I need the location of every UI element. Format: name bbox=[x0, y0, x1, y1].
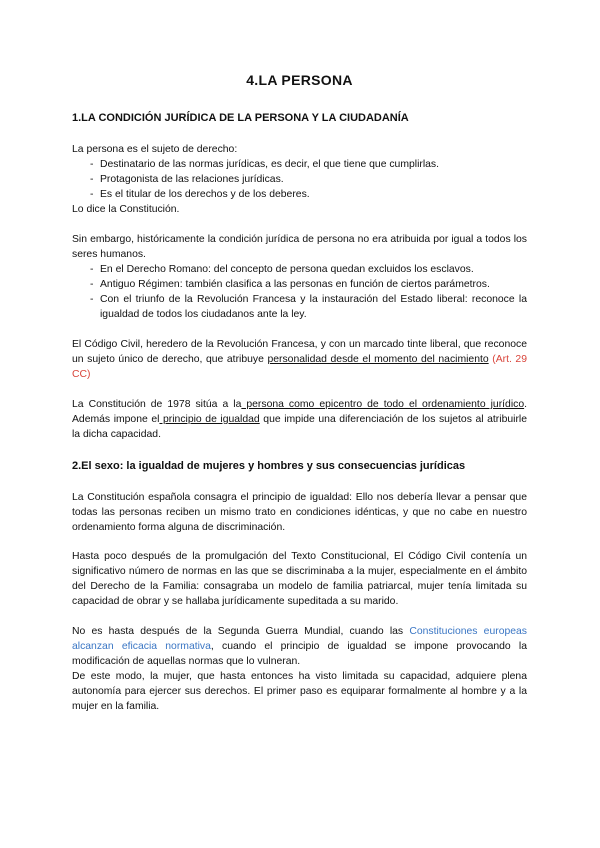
list-item: - Protagonista de las relaciones jurídicas. bbox=[90, 174, 284, 185]
section1-block2 bbox=[72, 232, 527, 322]
section1-list2 bbox=[72, 262, 527, 322]
list-item: - Con el triunfo de la Revolución Francesa y la instauración del Estado liberal: reconoce la igualdad de todos los ciudadanos ante la ley. bbox=[90, 294, 527, 320]
section1-para4: La Constitución de 1978 sitúa a la persona como epicentro de todo el ordenamiento jurídico. Además impone el principio de igualdad que impide una diferenciación de los sujetos al atribuirle la dicha capacidad. bbox=[72, 399, 527, 440]
section1-list1 bbox=[72, 157, 527, 202]
section2-heading: 2.El sexo: la igualdad de mujeres y hombres y sus consecuencias jurídicas bbox=[72, 460, 466, 472]
list-item: - En el Derecho Romano: del concepto de persona quedan excluidos los esclavos. bbox=[90, 264, 474, 275]
section1-intro: La persona es el sujeto de derecho: bbox=[72, 144, 238, 155]
section2-para2: Hasta poco después de la promulgación del Texto Constitucional, El Código Civil contenía un significativo número de normas en las que se discriminaba a la mujer, especialmente en el ámbito del Derecho de la Familia: consagraba un modelo de familia patriarcal, mujer tenía limitada su capacidad de obrar y se hallaba jurídicamente supeditada a su marido. bbox=[72, 551, 527, 607]
section2-para3: No es hasta después de la Segunda Guerra Mundial, cuando las Constituciones europeas alcanzan eficacia normativa, cuando el principio de igualdad se impone provocando la modificación de aquellas normas que lo vulneran. bbox=[72, 626, 528, 667]
section1-para3: El Código Civil, heredero de la Revolución Francesa, y con un marcado tinte liberal, que reconoce un sujeto único de derecho, que atribuye personalidad desde el momento del nacimiento (Art. 29 CC) bbox=[72, 339, 527, 380]
list-item: - Es el titular de los derechos y de los deberes. bbox=[90, 189, 310, 200]
article-reference: (Art. 29 CC) bbox=[72, 354, 527, 380]
list-item: - Antiguo Régimen: también clasifica a las personas en función de ciertos parámetros. bbox=[90, 279, 490, 290]
section1-closing: Lo dice la Constitución. bbox=[72, 204, 180, 215]
section2-para1: La Constitución española consagra el principio de igualdad: Ello nos debería llevar a pensar que todas las personas reciben un mismo trato en condiciones idénticas, y que no cabe en nuestro ordenamiento forma alguna de discriminación. bbox=[72, 492, 527, 533]
underlined-text: persona como epicentro de todo el ordenamiento jurídico bbox=[241, 399, 525, 410]
section1-block1 bbox=[72, 142, 527, 217]
section2-para4: De este modo, la mujer, que hasta entonces ha visto limitada su capacidad, adquiere plena autonomía para ejercer sus derechos. El primer paso es equiparar formalmente al hombre y a la mujer en la familia. bbox=[72, 671, 527, 712]
underlined-text: personalidad desde el momento del nacimiento bbox=[267, 354, 489, 365]
section1-heading: 1.LA CONDICIÓN JURÍDICA DE LA PERSONA Y LA CIUDADANÍA bbox=[72, 112, 409, 124]
section1-para2: Sin embargo, históricamente la condición jurídica de persona no era atribuida por igual a todos los seres humanos. bbox=[72, 234, 527, 260]
underlined-text: principio de igualdad bbox=[159, 414, 260, 425]
highlighted-text: Constituciones europeas alcanzan eficacia normativa bbox=[72, 626, 528, 652]
list-item: - Destinatario de las normas jurídicas, es decir, el que tiene que cumplirlas. bbox=[90, 159, 440, 170]
page-title: 4.LA PERSONA bbox=[246, 72, 353, 88]
